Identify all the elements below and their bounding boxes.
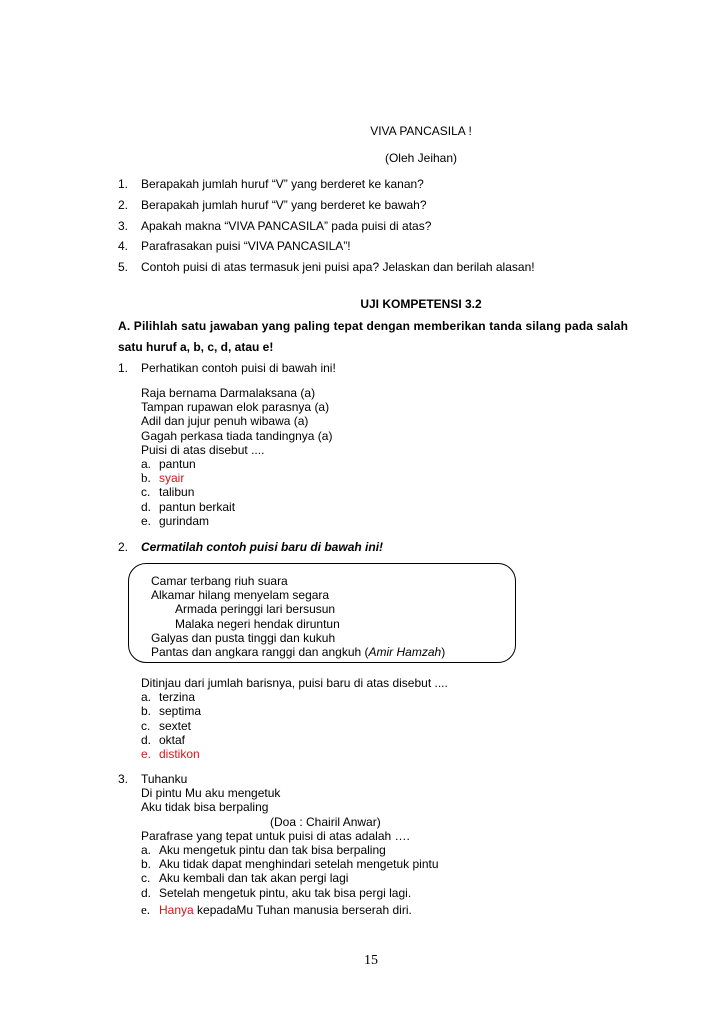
section-instruction: A. Pilihlah satu jawaban yang paling tepat dengan memberikan tanda silang pada salah — [118, 319, 629, 333]
poem-line: Raja bernama Darmalaksana (a) — [141, 386, 316, 400]
q2-question-block — [141, 676, 448, 761]
q1-poem — [141, 386, 332, 528]
option-d: d. pantun berkait — [141, 499, 236, 514]
option-e: e. Hanya kepadaMu Tuhan manusia berserah diri. — [141, 901, 412, 917]
poem-line: Puisi di atas disebut .... — [141, 442, 265, 457]
q2-prompt: 2. Cermatilah contoh puisi baru di bawah ini! — [118, 540, 384, 554]
q1-prompt: 1. Perhatikan contoh puisi di bawah ini! — [118, 361, 336, 375]
list-item: 5. Contoh puisi di atas termasuk jeni puisi apa? Jelaskan dan berilah alasan! — [118, 260, 535, 275]
q2-poem — [151, 574, 445, 659]
poem-line: Armada peringgi lari bersusun — [175, 602, 336, 617]
intro-question-list — [118, 174, 535, 278]
poem-citation: (Doa : Chairil Anwar) — [270, 814, 381, 829]
option-c: c. talibun — [141, 485, 195, 500]
option-c: c. Aku kembali dan tak akan pergi lagi — [141, 871, 349, 886]
option-e: e. gurindam — [141, 513, 210, 528]
page-number: 15 — [364, 953, 378, 968]
poem-author: (Oleh Jeihan) — [384, 151, 458, 165]
poem-line: Aku tidak bisa berpaling — [141, 800, 269, 815]
option-b: b. septima — [141, 704, 202, 719]
option-a: a. terzina — [141, 690, 196, 705]
list-item: 1. Berapakah jumlah huruf “V” yang berderet ke kanan? — [118, 177, 424, 191]
poem-author-name: Amir Hamzah — [368, 644, 442, 659]
poem-line: Alkamar hilang menyelam segara — [151, 588, 330, 603]
poem-line: Malaka negeri hendak diruntun — [175, 616, 340, 631]
option-b: b. Aku tidak dapat menghindari setelah mengetuk pintu — [141, 857, 439, 872]
question-text: Ditinjau dari jumlah barisnya, puisi baru di atas disebut .... — [141, 676, 448, 690]
list-item: 3. Apakah makna “VIVA PANCASILA” pada puisi di atas? — [118, 218, 432, 233]
poem-line: Di pintu Mu aku mengetuk — [141, 786, 281, 801]
option-e: e. distikon — [141, 746, 200, 761]
correct-answer: distikon — [159, 746, 200, 761]
option-d: d. Setelah mengetuk pintu, aku tak bisa pergi lagi. — [141, 885, 412, 900]
option-c: c. sextet — [141, 718, 192, 733]
list-item: 2. Berapakah jumlah huruf “V” yang berderet ke bawah? — [118, 197, 427, 212]
poem-line: 3. Tuhanku — [118, 772, 188, 786]
poem-line: Galyas dan pusta tinggi dan kukuh — [151, 630, 336, 645]
poem-line: Camar terbang riuh suara — [151, 574, 288, 588]
section-instruction-cont: satu huruf a, b, c, d, atau e! — [118, 340, 274, 354]
option-d: d. oktaf — [141, 732, 186, 747]
poem-line: Gagah perkasa tiada tandingnya (a) — [141, 428, 333, 443]
option-a: a. Aku mengetuk pintu dan tak bisa berpaling — [141, 842, 386, 857]
section-title: UJI KOMPETENSI 3.2 — [360, 297, 482, 311]
poem-line: Pantas dan angkara ranggi dan angkuh (Amir Hamzah) — [151, 644, 446, 659]
poem-line: Tampan rupawan elok parasnya (a) — [141, 400, 330, 415]
list-item: 4. Parafrasakan puisi “VIVA PANCASILA”! — [118, 239, 351, 254]
q3-block — [118, 772, 439, 920]
option-a: a. pantun — [141, 456, 196, 471]
option-b: b. syair — [141, 470, 185, 486]
poem-line: Adil dan jujur penuh wibawa (a) — [141, 414, 309, 429]
poem-title: VIVA PANCASILA ! — [370, 124, 472, 138]
correct-answer: Hanya — [159, 902, 194, 917]
correct-answer: syair — [159, 471, 185, 486]
question-text: Parafrase yang tepat untuk puisi di atas adalah …. — [141, 828, 410, 843]
